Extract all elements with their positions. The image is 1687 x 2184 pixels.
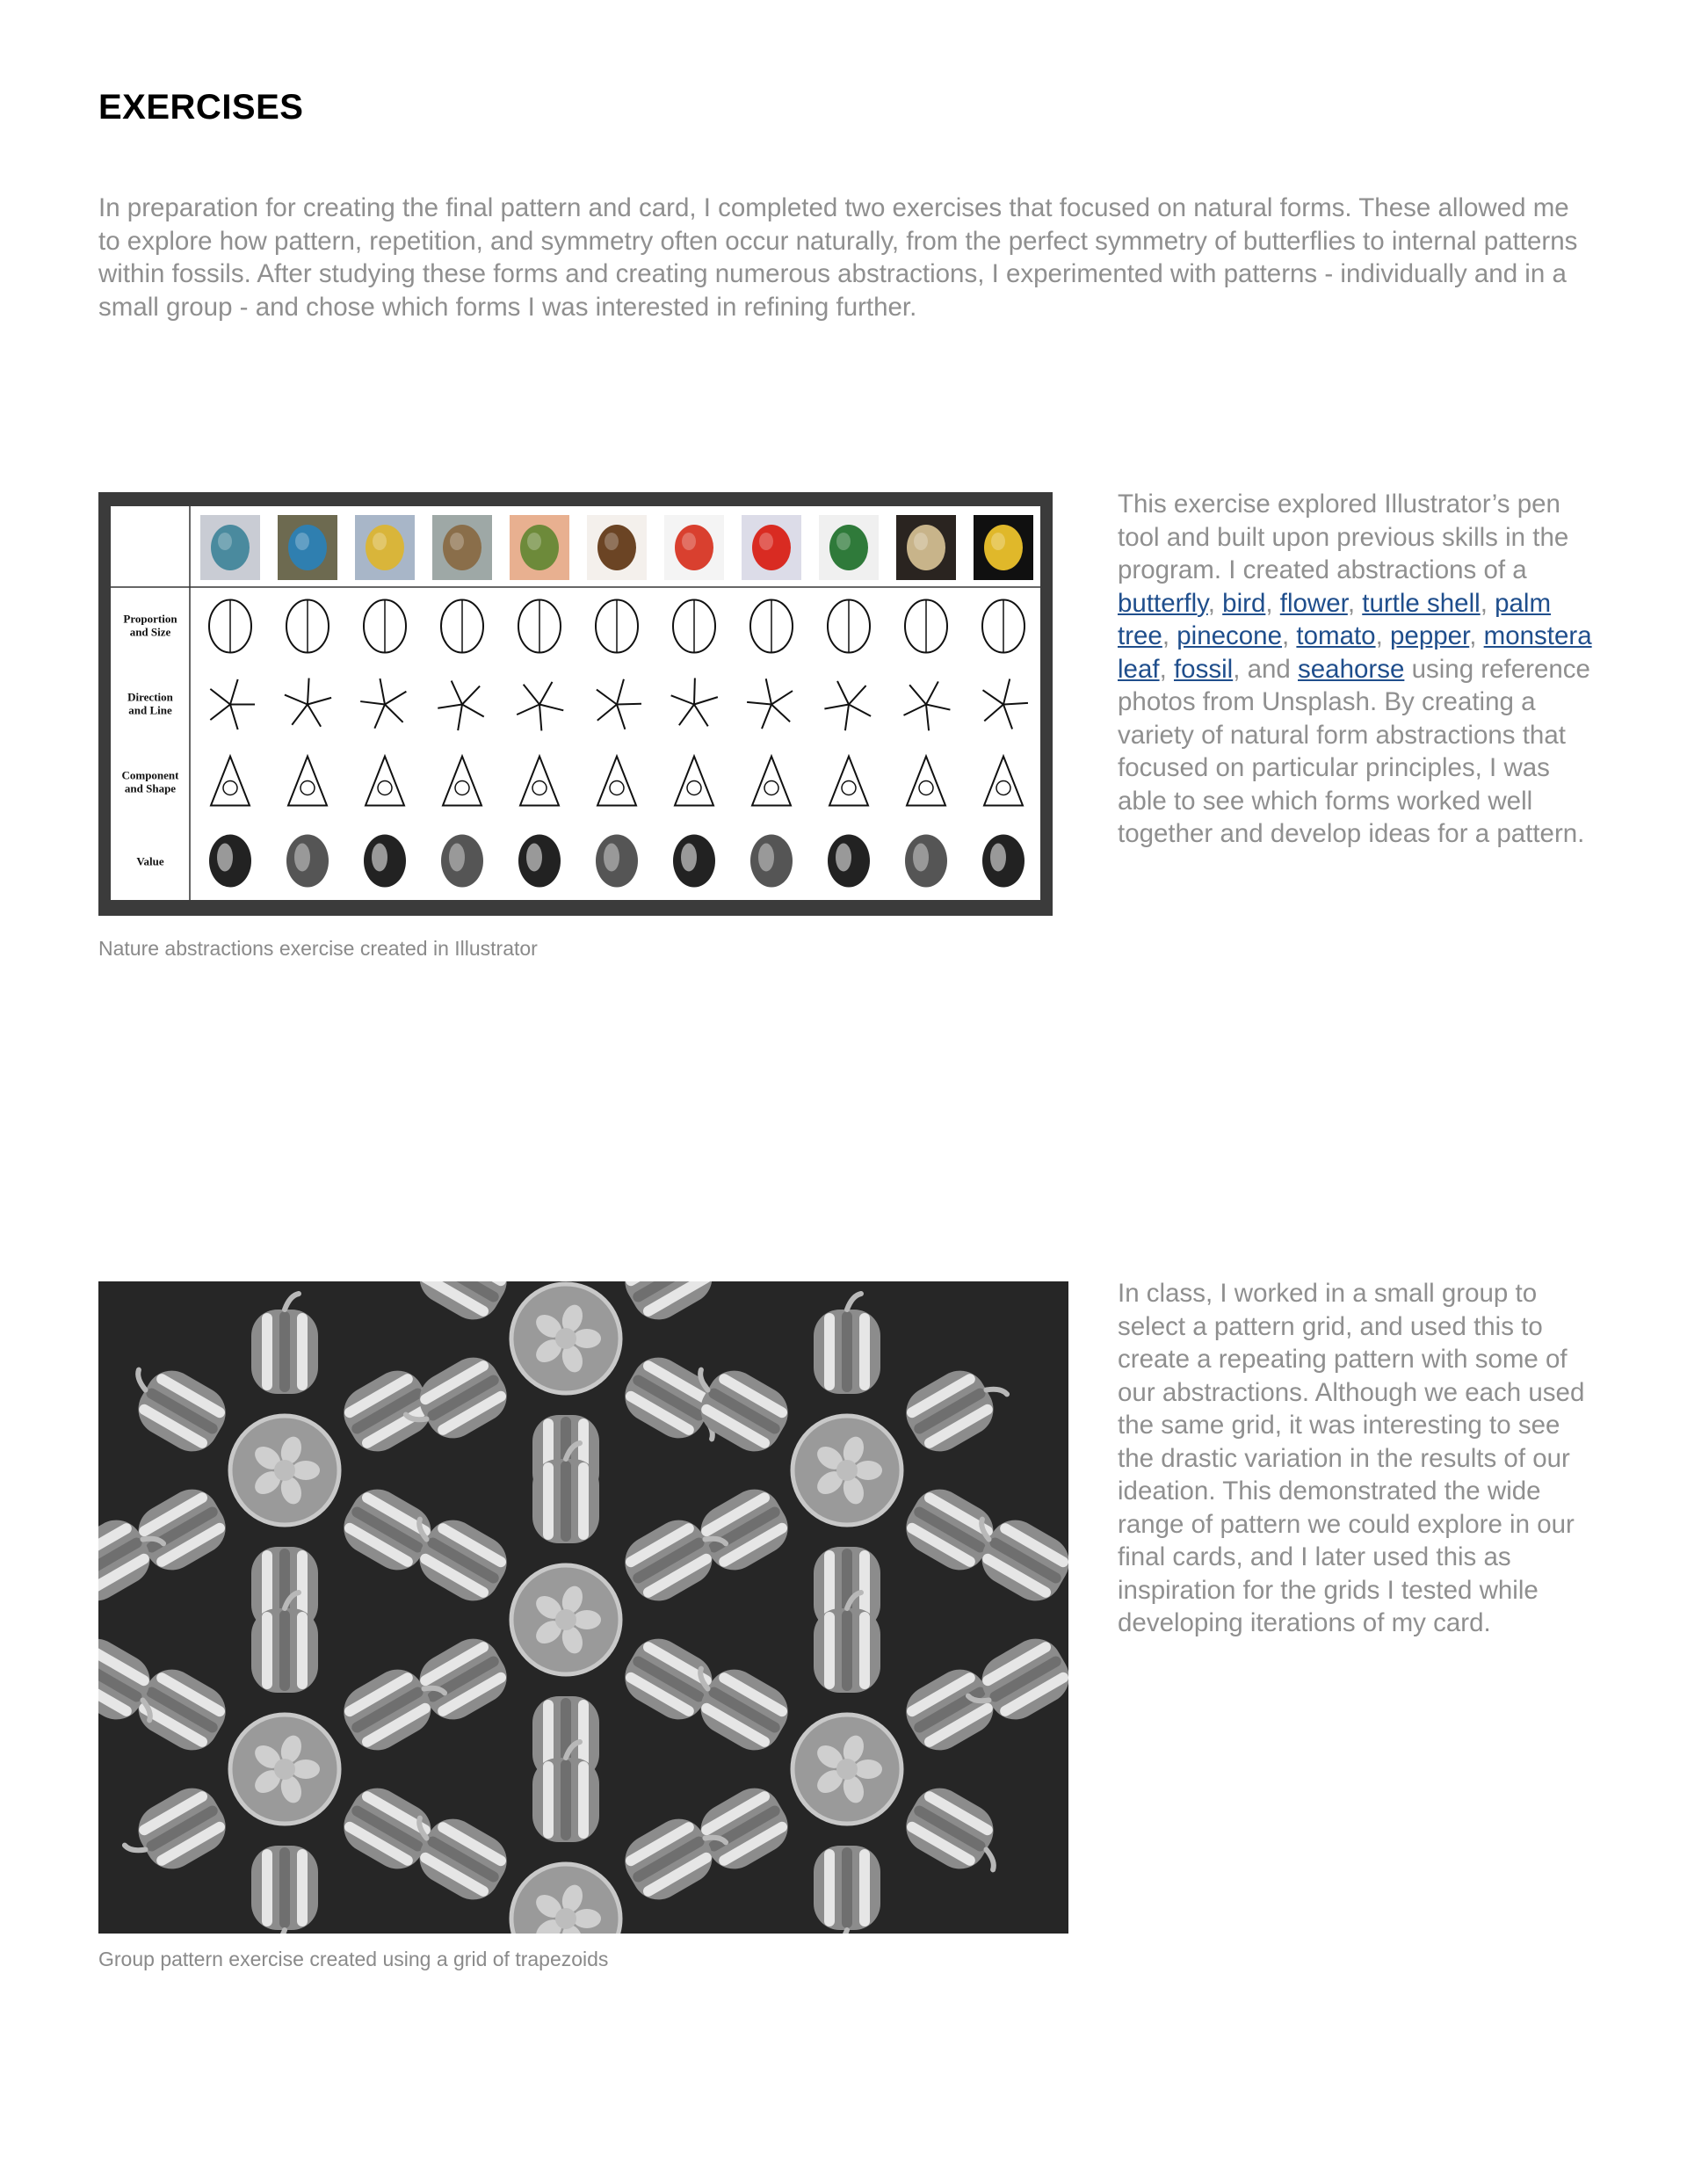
reference-photo-8 xyxy=(742,515,801,580)
link-pinecone[interactable]: pinecone xyxy=(1177,621,1282,650)
reference-photo-11 xyxy=(974,515,1033,580)
link-monstera-leaf[interactable]: monstera leaf xyxy=(1118,621,1592,684)
reference-photo-7 xyxy=(664,515,724,580)
link-tomato[interactable]: tomato xyxy=(1296,621,1376,650)
abstraction-r4-c1 xyxy=(209,835,251,888)
pepper-18 xyxy=(896,1353,1017,1462)
reference-photo-3 xyxy=(355,515,415,580)
figure-caption-abstractions: Nature abstractions exercise created in Illustrator xyxy=(98,937,538,960)
tomato-slice-2 xyxy=(511,1284,620,1393)
link-palm-tree[interactable]: palm tree xyxy=(1118,588,1552,650)
reference-photo-5 xyxy=(510,515,569,580)
nature-abstractions-figure xyxy=(98,492,1053,916)
tomato-slice-3 xyxy=(793,1416,901,1525)
pepper-10 xyxy=(396,1281,517,1329)
pepper-12 xyxy=(615,1281,735,1329)
reference-photo-2 xyxy=(278,515,337,580)
pepper-32 xyxy=(814,1846,880,1934)
reference-photo-1 xyxy=(200,515,260,580)
abstraction-r4-c2 xyxy=(286,835,329,888)
abstraction-r4-c4 xyxy=(441,835,483,888)
row-label-2-line2: and Line xyxy=(128,703,172,717)
pepper-31 xyxy=(896,1779,1017,1887)
description-text: , xyxy=(1159,654,1174,684)
reference-photo-9 xyxy=(819,515,879,580)
pepper-37 xyxy=(615,1928,735,1934)
tomato-slice-4 xyxy=(511,1565,620,1674)
pepper-27 xyxy=(115,1779,235,1887)
exercise1-description xyxy=(1118,488,1592,851)
link-butterfly[interactable]: butterfly xyxy=(1118,588,1208,618)
row-label-1-line2: and Size xyxy=(129,625,171,639)
description-text: , xyxy=(1469,621,1484,650)
description-text: , xyxy=(1480,588,1495,618)
pepper-39 xyxy=(396,1928,517,1934)
page-title: EXERCISES xyxy=(98,88,304,127)
abstraction-r4-c7 xyxy=(673,835,715,888)
reference-photo-6 xyxy=(587,515,647,580)
description-text: , xyxy=(1347,588,1363,618)
trapezoid-pattern-image xyxy=(98,1281,1068,1934)
row-label-3: Component xyxy=(121,768,179,782)
row-label-3-line2: and Shape xyxy=(124,781,177,795)
tomato-slice-1 xyxy=(230,1416,339,1525)
exercise2-description: In class, I worked in a small group to select a pattern grid, and used this to create a repeating pattern with some of our abstractions. Although we each used the same grid, it was interesting to see the drastic variation in the results of our ideation. This demonstrated the wide range of pattern we could explore in our final cards, and I later used this as inspiration for the grids I tested while developing iterations of my card. xyxy=(1118,1279,1585,1637)
pepper-5 xyxy=(251,1294,318,1394)
group-pattern-figure xyxy=(98,1281,1068,1934)
link-pepper[interactable]: pepper xyxy=(1390,621,1470,650)
abstraction-r4-c3 xyxy=(364,835,406,888)
intro-paragraph: In preparation for creating the final pattern and card, I completed two exercises that focused on natural forms. These allowed me to explore how pattern, repetition, and symmetry often occur naturally, from the perfect symmetry of butterflies to internal patterns within fossils. After studying these forms and creating numerous abstractions, I experimented with patterns - individually and in a small group - and chose which forms I was interested in refining further. xyxy=(98,193,1578,322)
figure-caption-group-pattern: Group pattern exercise created using a grid of trapezoids xyxy=(98,1948,609,1970)
link-bird[interactable]: bird xyxy=(1222,588,1266,618)
tomato-slice-5 xyxy=(230,1715,339,1824)
abstraction-r4-c11 xyxy=(982,835,1025,888)
abstraction-r4-c10 xyxy=(905,835,947,888)
description-text: , xyxy=(1282,621,1297,650)
reference-photo-10 xyxy=(896,515,956,580)
tomato-slice-6 xyxy=(793,1715,901,1824)
abstraction-r4-c5 xyxy=(518,835,561,888)
abstraction-r4-c9 xyxy=(828,835,870,888)
reference-photo-4 xyxy=(432,515,492,580)
abstraction-r4-c6 xyxy=(596,835,638,888)
row-label-1: Proportion xyxy=(123,612,177,626)
link-turtle-shell[interactable]: turtle shell xyxy=(1362,588,1481,618)
description-text: using reference photos from Unsplash. By creating a variety of natural form abstractions that focused on particular principles, I was able to see which forms worked well together and develop ideas for a pattern. xyxy=(1118,654,1590,848)
row-label-4: Value xyxy=(136,854,164,868)
link-flower[interactable]: flower xyxy=(1279,588,1348,618)
abstraction-r4-c8 xyxy=(750,835,793,888)
pepper-26 xyxy=(251,1846,318,1934)
description-text: , xyxy=(1207,588,1223,618)
pepper-4 xyxy=(115,1353,235,1462)
link-seahorse[interactable]: seahorse xyxy=(1298,654,1405,684)
abstractions-table xyxy=(111,506,1040,900)
description-text: , xyxy=(1265,588,1280,618)
link-fossil[interactable]: fossil xyxy=(1173,654,1234,684)
description-text: , xyxy=(1375,621,1390,650)
pepper-17 xyxy=(814,1294,880,1394)
tomato-slice-7 xyxy=(511,1864,620,1934)
description-text: This exercise explored Illustrator’s pen tool and built upon previous skills in the program. I created abstractions of a xyxy=(1118,490,1569,584)
description-text: , and xyxy=(1233,654,1299,684)
description-text: , xyxy=(1162,621,1177,650)
row-label-2: Direction xyxy=(127,690,173,704)
